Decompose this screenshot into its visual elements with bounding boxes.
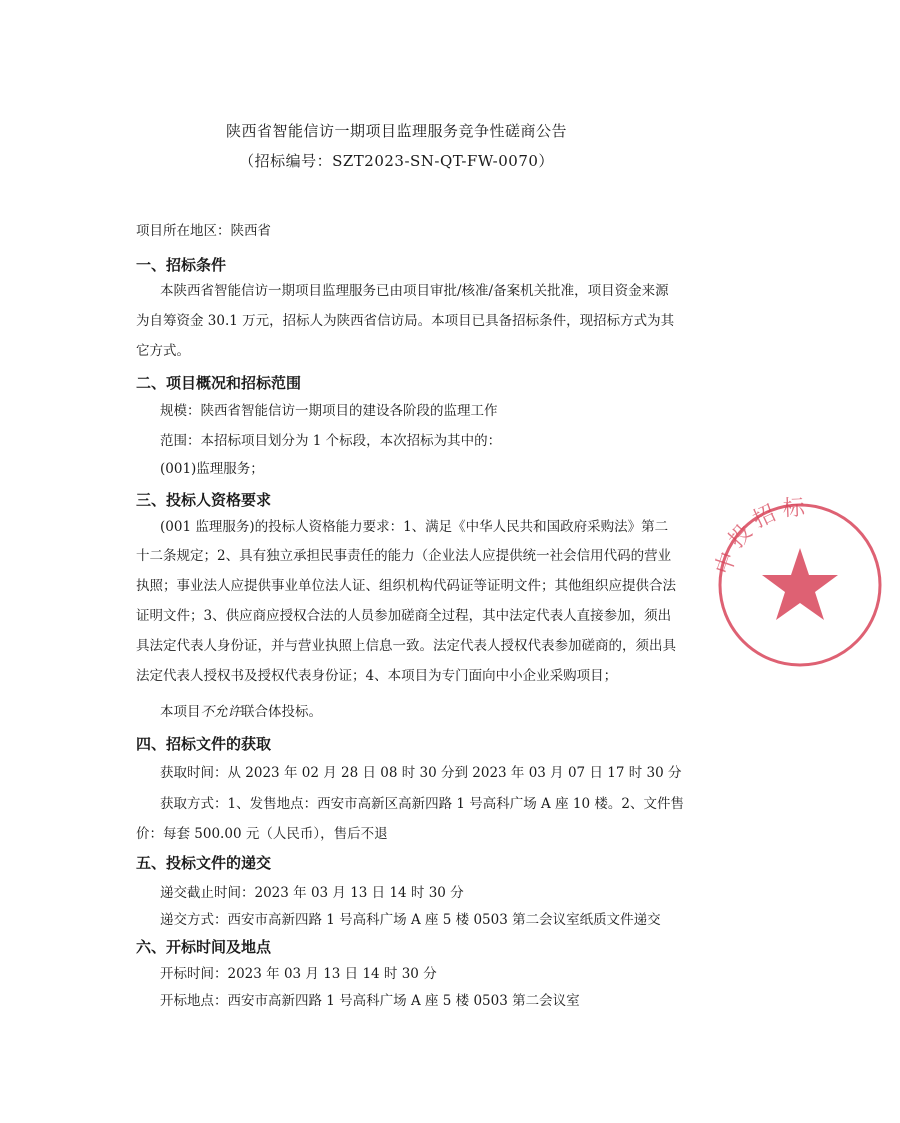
section-heading-2: 二、项目概况和招标范围	[136, 374, 302, 392]
consortium-suffix: 联合体投标。	[241, 704, 322, 720]
document-title: 陕西省智能信访一期项目监理服务竞争性磋商公告	[225, 122, 567, 140]
consortium-line	[160, 703, 322, 721]
section-heading-6: 六、开标时间及地点	[136, 938, 272, 956]
project-location: 项目所在地区：陕西省	[136, 223, 271, 239]
paragraph-line: 为自筹资金 30.1 万元，招标人为陕西省信访局。本项目已具备招标条件，现招标方式为其	[136, 313, 675, 329]
paragraph-line: 本陕西省智能信访一期项目监理服务已由项目审批/核准/备案机关批准，项目资金来源	[160, 283, 669, 299]
paragraph-line: 获取方式：1、发售地点：西安市高新区高新四路 1 号高科广场 A 座 10 楼。2、文件售	[160, 796, 684, 812]
paragraph-line: 执照；事业法人应提供事业单位法人证、组织机构代码证等证明文件；其他组织应提供合法	[136, 578, 676, 594]
paragraph-line: (001)监理服务；	[160, 461, 264, 477]
section-heading-3: 三、投标人资格要求	[136, 491, 272, 509]
seal-star-icon	[762, 548, 838, 620]
section-heading-1: 一、招标条件	[136, 256, 227, 274]
section-heading-4: 四、招标文件的获取	[136, 735, 272, 753]
paragraph-line: 法定代表人授权书及授权代表身份证；4、本项目为专门面向中小企业采购项目；	[136, 668, 618, 684]
consortium-emphasis: 不允许	[200, 704, 241, 720]
paragraph-line: 规模：陕西省智能信访一期项目的建设各阶段的监理工作	[160, 403, 498, 419]
consortium-prefix: 本项目	[160, 704, 201, 720]
seal-text: 中投招标	[711, 495, 812, 578]
paragraph-line: 它方式。	[136, 343, 190, 359]
paragraph-line: 获取时间：从 2023 年 02 月 28 日 08 时 30 分到 2023 年 03 月 07 日 17 时 30 分	[160, 765, 682, 781]
paragraph-line: 价：每套 500.00 元（人民币），售后不退	[136, 826, 388, 842]
paragraph-line: 递交截止时间：2023 年 03 月 13 日 14 时 30 分	[160, 885, 464, 901]
paragraph-line: 开标时间：2023 年 03 月 13 日 14 时 30 分	[160, 966, 437, 982]
section-heading-5: 五、投标文件的递交	[136, 854, 272, 872]
paragraph-line: 十二条规定；2、具有独立承担民事责任的能力（企业法人应提供统一社会信用代码的营业	[136, 548, 672, 564]
paragraph-line: 具法定代表人身份证，并与营业执照上信息一致。法定代表人授权代表参加磋商的，须出具	[136, 638, 676, 654]
document-subtitle: （招标编号：SZT2023-SN-QT-FW-0070）	[239, 152, 554, 170]
paragraph-line: 开标地点：西安市高新四路 1 号高科广场 A 座 5 楼 0503 第二会议室	[160, 993, 580, 1009]
paragraph-line: 范围：本招标项目划分为 1 个标段，本次招标为其中的：	[160, 433, 502, 449]
paragraph-line: (001 监理服务)的投标人资格能力要求：1、满足《中华人民共和国政府采购法》第二	[160, 519, 669, 535]
paragraph-line: 递交方式：西安市高新四路 1 号高科广场 A 座 5 楼 0503 第二会议室纸质文件递交	[160, 912, 661, 928]
paragraph-line: 证明文件；3、供应商应授权合法的人员参加磋商全过程，其中法定代表人直接参加，须出	[136, 608, 672, 624]
official-seal-stamp	[700, 490, 900, 680]
